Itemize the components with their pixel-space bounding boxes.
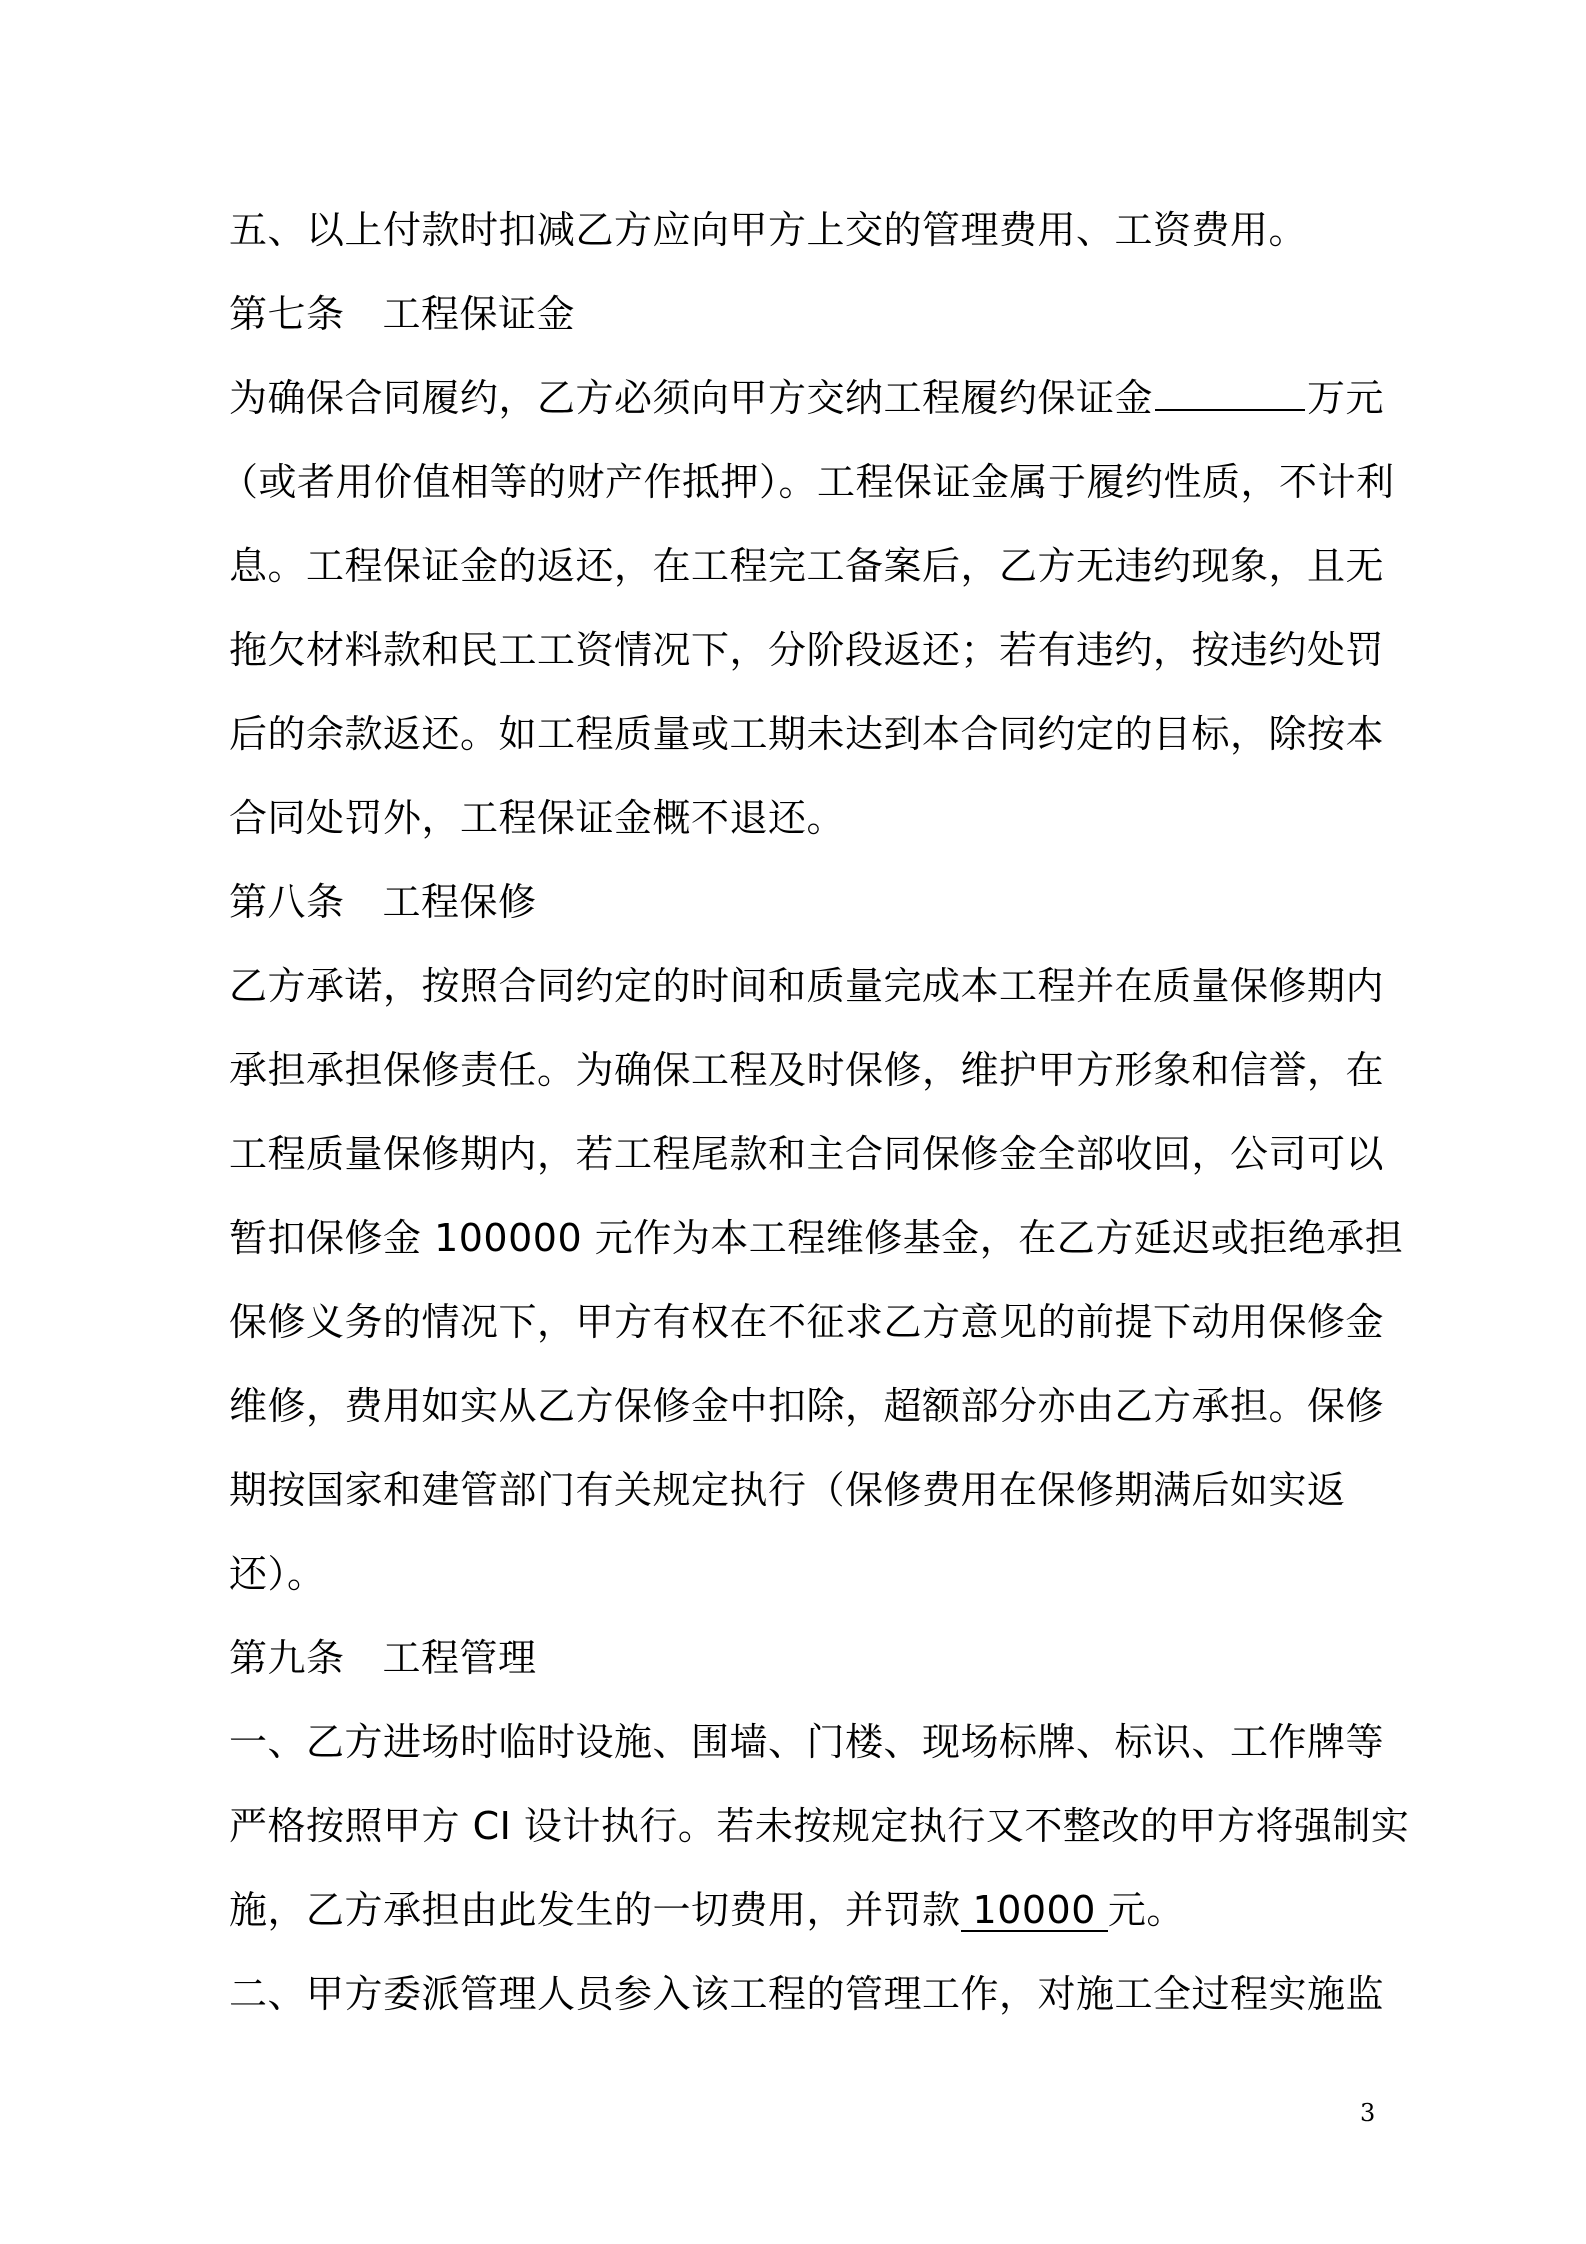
paragraph-line: 五、以上付款时扣减乙方应向甲方上交的管理费用、工资费用。: [229, 208, 1308, 252]
paragraph-line: 工程质量保修期内，若工程尾款和主合同保修金全部收回，公司可以: [229, 1132, 1385, 1176]
paragraph-line: （或者用价值相等的财产作抵押）。工程保证金属于履约性质，不计利: [220, 460, 1395, 504]
paragraph-line: 期按国家和建管部门有关规定执行（保修费用在保修期满后如实返: [229, 1468, 1346, 1512]
paragraph-line: 乙方承诺，按照合同约定的时间和质量完成本工程并在质量保修期内: [229, 964, 1385, 1008]
article-title: 工程管理: [382, 1636, 537, 1680]
article-title: 工程保证金: [382, 292, 576, 336]
paragraph-line: 暂扣保修金 100000 元作为本工程维修基金，在乙方延迟或拒绝承担: [229, 1216, 1404, 1260]
paragraph-line: 保修义务的情况下，甲方有权在不征求乙方意见的前提下动用保修金: [229, 1300, 1385, 1344]
article-heading: [229, 290, 575, 338]
article-heading: [229, 878, 537, 926]
paragraph-line: 一、乙方进场时临时设施、围墙、门楼、现场标牌、标识、工作牌等: [229, 1720, 1385, 1764]
paragraph-line: 承担承担保修责任。为确保工程及时保修，维护甲方形象和信誉，在: [229, 1048, 1385, 1092]
article-heading: [229, 1634, 537, 1682]
paragraph-line: 二、甲方委派管理人员参入该工程的管理工作，对施工全过程实施监: [229, 1972, 1385, 2016]
paragraph-line: [229, 374, 1384, 422]
paragraph-line: 后的余款返还。如工程质量或工期未达到本合同约定的目标，除按本: [229, 712, 1385, 756]
fine-amount: 10000: [961, 1890, 1108, 1932]
line-text: 为确保合同履约，乙方必须向甲方交纳工程履约保证金: [229, 376, 1154, 420]
paragraph-line: 息。工程保证金的返还，在工程完工备案后，乙方无违约现象，且无: [229, 544, 1385, 588]
article-title: 工程保修: [382, 880, 537, 924]
article-number: 第八条: [229, 880, 345, 924]
page-number: 3: [1360, 2099, 1376, 2127]
paragraph-line: 合同处罚外，工程保证金概不退还。: [229, 796, 846, 840]
line-text: 万元: [1307, 376, 1385, 420]
line-text: 施，乙方承担由此发生的一切费用，并罚款: [229, 1888, 961, 1932]
article-number: 第七条: [229, 292, 345, 336]
paragraph-line: 拖欠材料款和民工工资情况下，分阶段返还；若有违约，按违约处罚: [229, 628, 1385, 672]
paragraph-line: [229, 1886, 1185, 1934]
paragraph-line: 严格按照甲方 CI 设计执行。若未按规定执行又不整改的甲方将强制实: [229, 1804, 1410, 1848]
article-number: 第九条: [229, 1636, 345, 1680]
paragraph-line: 维修，费用如实从乙方保修金中扣除，超额部分亦由乙方承担。保修: [229, 1384, 1385, 1428]
line-text: 元。: [1107, 1888, 1185, 1932]
paragraph-line: 还）。: [229, 1552, 326, 1596]
amount-blank: [1155, 375, 1305, 411]
